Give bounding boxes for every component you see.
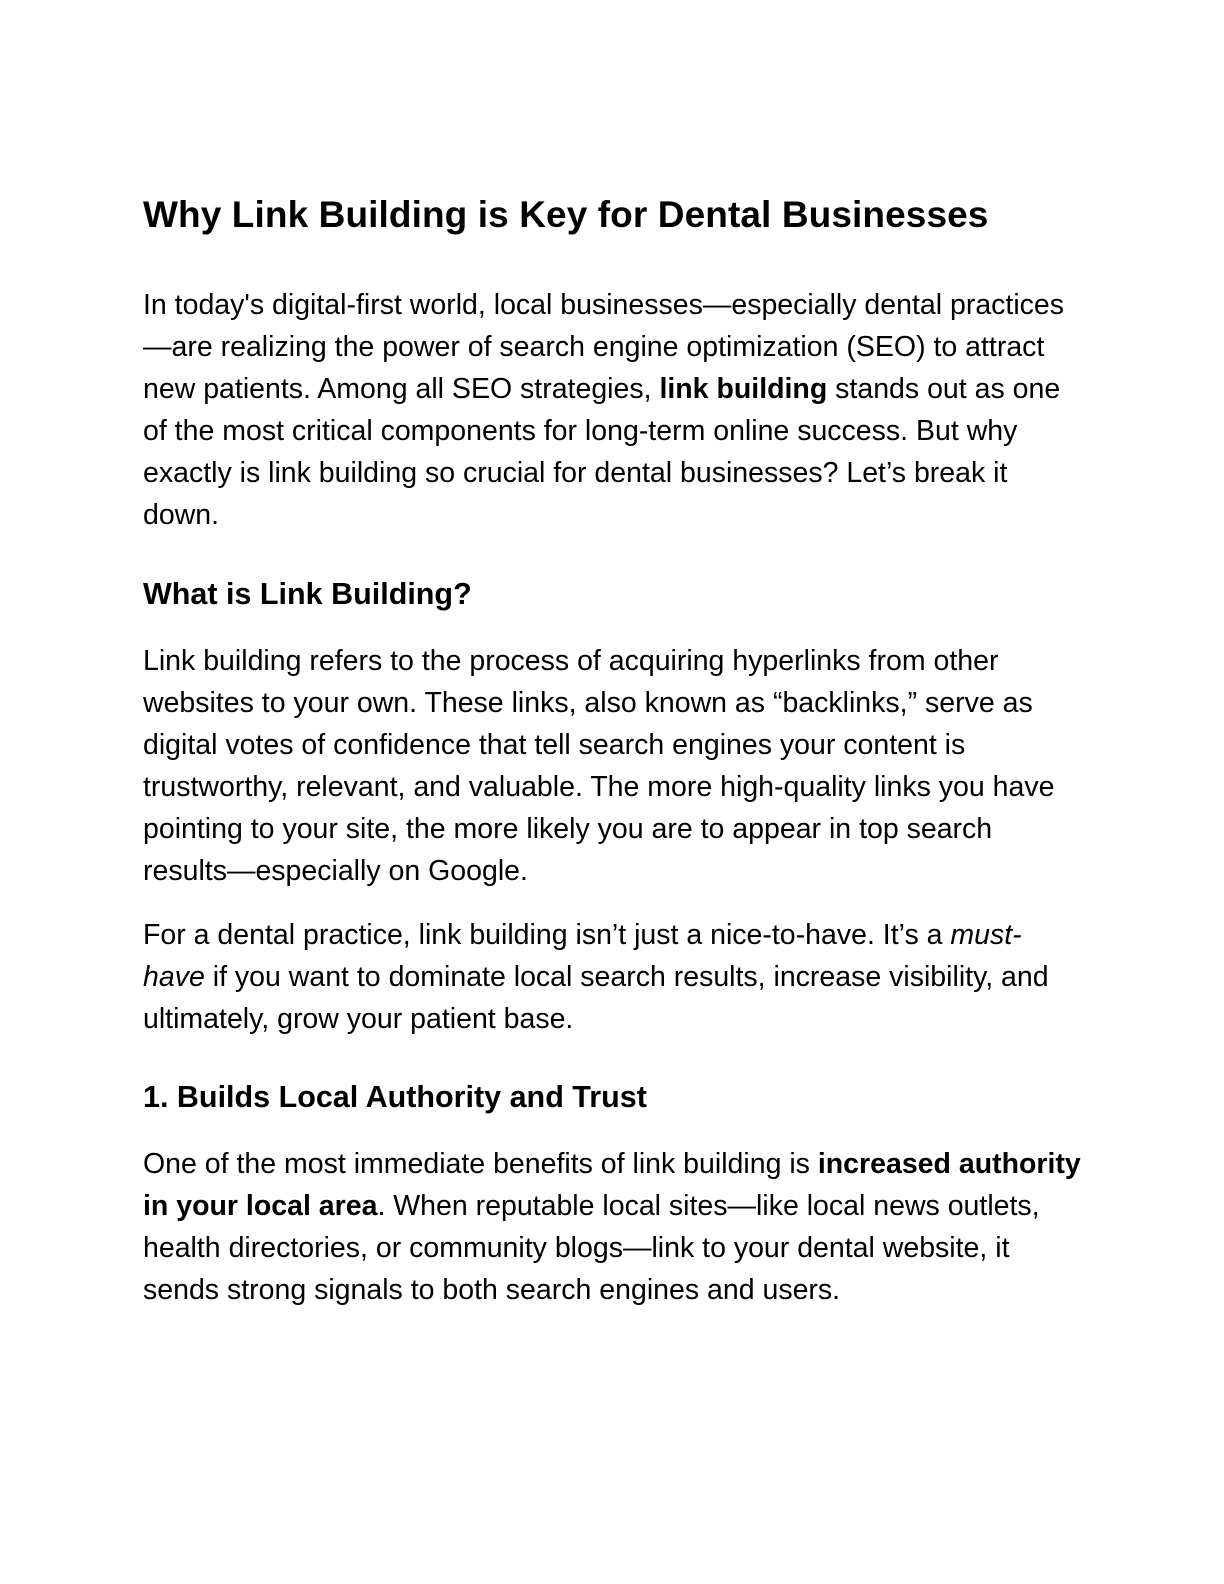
section-heading-builds-local-authority: 1. Builds Local Authority and Trust	[143, 1080, 647, 1114]
builds-paragraph	[143, 1143, 1083, 1311]
intro-bold-link-building: link building	[659, 373, 828, 405]
document-page	[143, 190, 1083, 1311]
builds-text-2: . When reputable local sites—like local news outlets, health directories, or community blogs—link to your dental website, it sends strong signals to both search engines and users.	[143, 1190, 1040, 1306]
intro-text-2: stands out as one of the most critical components for long-term online success. But why exactly is link building so crucial for dental businesses? Let’s break it down.	[143, 373, 1061, 531]
what-paragraph-2-text-2: if you want to dominate local search results, increase visibility, and ultimately, grow your patient base.	[143, 961, 1049, 1035]
intro-paragraph	[143, 284, 1083, 536]
document-title: Why Link Building is Key for Dental Businesses	[143, 194, 989, 235]
what-paragraph-1: Link building refers to the process of acquiring hyperlinks from other websites to your own. These links, also known as “backlinks,” serve as digital votes of confidence that tell search engines your content is trustworthy, relevant, and valuable. The more high-quality links you have pointing to your site, the more likely you are to appear in top search results—especially on Google.	[143, 645, 1055, 887]
what-paragraph-2-italic: must-have	[143, 919, 1022, 993]
builds-text-1: One of the most immediate benefits of link building is	[143, 1148, 818, 1180]
what-paragraph-2-text-1: For a dental practice, link building isn’t just a nice-to-have. It’s a	[143, 919, 951, 951]
what-paragraph-2	[143, 914, 1083, 1040]
section-heading-what-is-link-building: What is Link Building?	[143, 577, 472, 611]
builds-bold-authority: increased authority in your local area	[143, 1148, 1081, 1222]
intro-text-1: In today's digital-first world, local businesses—especially dental practices—are realizing the power of search engine optimization (SEO) to attract new patients. Among all SEO strategies,	[143, 289, 1065, 405]
